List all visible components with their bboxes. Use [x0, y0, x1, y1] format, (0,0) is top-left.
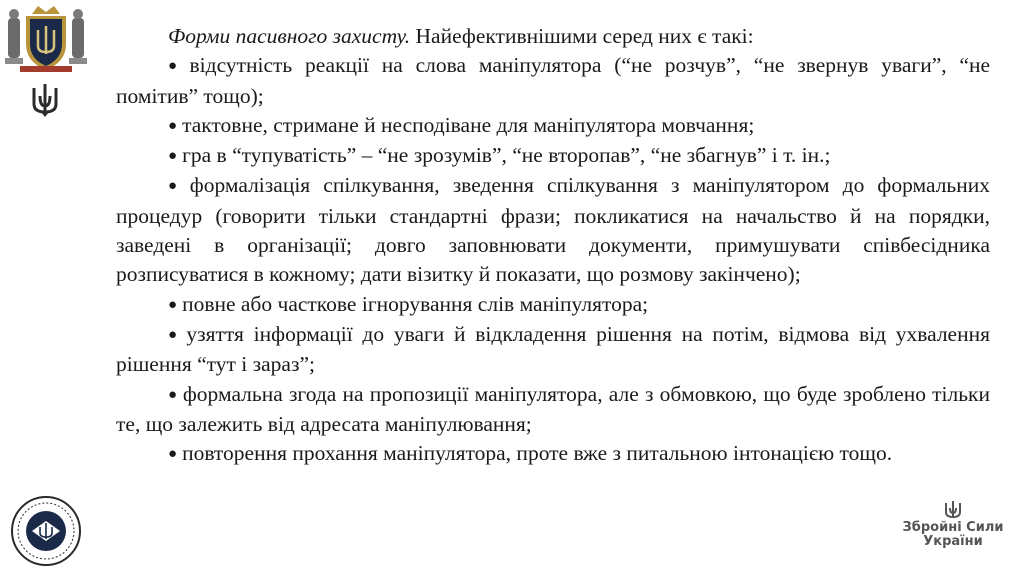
list-item-text: повторення прохання маніпулятора, проте вже з питальною інтонацією тощо.: [182, 441, 893, 466]
items-list: [116, 51, 990, 469]
coat-of-arms-icon: [2, 4, 90, 74]
bullet-icon: ●: [168, 148, 178, 165]
list-item: [116, 320, 990, 380]
list-item: [116, 290, 990, 320]
list-item: [116, 141, 990, 171]
list-item-text: відсутність реакції на слова маніпулятора (“не розчув”, “не звернув уваги”, “не помітив” тощо);: [116, 53, 991, 108]
armed-forces-logo: [898, 500, 1008, 560]
intro-paragraph: [116, 22, 990, 51]
bullet-icon: ●: [168, 58, 185, 75]
section-heading: Форми пасивного захисту.: [168, 24, 411, 48]
list-item-text: повне або часткове ігнорування слів маніпулятора;: [182, 291, 649, 316]
trident-icon: [30, 82, 60, 118]
list-item-text: узяття інформації до уваги й відкладення рішення на потім, відмова від ухвалення рішення “тут і зараз”;: [116, 321, 990, 377]
logo-line-2: України: [923, 534, 983, 549]
bullet-icon: ●: [168, 178, 185, 195]
bullet-icon: ●: [168, 296, 178, 313]
list-item-text: формалізація спілкування, зведення спілкування з маніпулятором до формальних процедур (говорити тільки стандартні фрази; покликатися на начальство й на порядки, заведені в організації; довго заповнювати документи, примушувати співбесідника розписуватися в кожному; дати візитку й показати, що розмову закінчено);: [116, 173, 990, 287]
bullet-icon: ●: [168, 386, 178, 403]
list-item: [116, 111, 990, 141]
list-item-text: гра в “тупуватість” – “не зрозумів”, “не второпав”, “не збагнув” і т. ін.;: [182, 143, 831, 168]
bullet-icon: ●: [168, 446, 178, 463]
bullet-icon: ●: [168, 326, 182, 343]
bullet-icon: ●: [168, 117, 178, 134]
unit-seal-icon: [10, 495, 82, 567]
list-item: [116, 439, 990, 469]
logo-line-1: Збройні Сили: [902, 520, 1004, 535]
list-item: [116, 171, 990, 289]
list-item-text: тактовне, стримане й несподіване для маніпулятора мовчання;: [182, 112, 755, 137]
list-item: [116, 380, 990, 440]
list-item-text: формальна згода на пропозиції маніпулятора, але з обмовкою, що буде зроблено тільки те, що залежить від адресата маніпулювання;: [116, 381, 990, 436]
main-text: [116, 22, 990, 469]
armed-forces-trident-icon: [944, 500, 962, 520]
list-item: [116, 51, 990, 111]
intro-text: Найефективнішими серед них є такі:: [410, 24, 754, 48]
